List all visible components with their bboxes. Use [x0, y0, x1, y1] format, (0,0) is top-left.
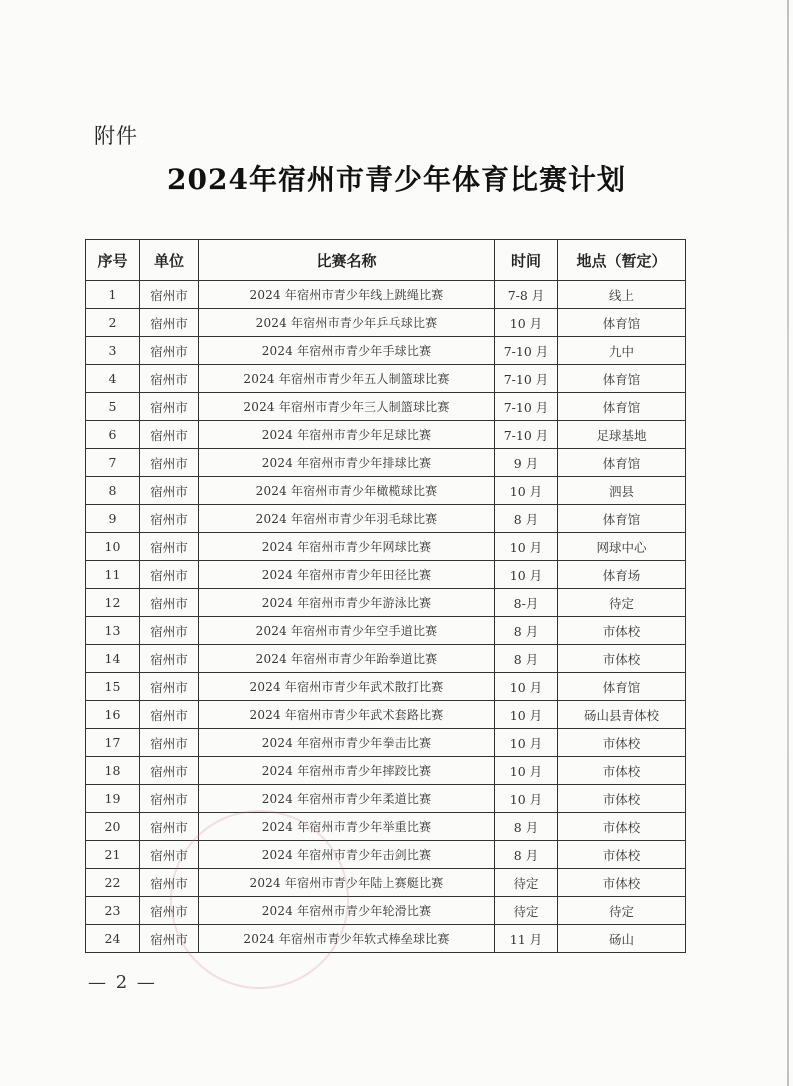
- cell-time: 10 月: [495, 729, 558, 757]
- cell-time: 8 月: [495, 505, 558, 533]
- cell-unit: 宿州市: [140, 589, 199, 617]
- cell-number: 11: [86, 561, 140, 589]
- cell-name: 2024 年宿州市青少年击剑比赛: [199, 841, 495, 869]
- table-row: [86, 897, 686, 925]
- cell-time: 8 月: [495, 841, 558, 869]
- cell-place: 体育馆: [558, 309, 686, 337]
- cell-time: 8-月: [495, 589, 558, 617]
- cell-name: 2024 年宿州市青少年摔跤比赛: [199, 757, 495, 785]
- table-row: [86, 421, 686, 449]
- table-row: [86, 701, 686, 729]
- table-row: [86, 337, 686, 365]
- cell-name: 2024 年宿州市青少年跆拳道比赛: [199, 645, 495, 673]
- table-row: [86, 449, 686, 477]
- cell-number: 9: [86, 505, 140, 533]
- column-header-place: 地点（暂定）: [558, 240, 686, 281]
- cell-number: 4: [86, 365, 140, 393]
- cell-name: 2024 年宿州市青少年轮滑比赛: [199, 897, 495, 925]
- cell-unit: 宿州市: [140, 897, 199, 925]
- cell-place: 线上: [558, 281, 686, 309]
- cell-unit: 宿州市: [140, 813, 199, 841]
- table-row: [86, 281, 686, 309]
- cell-unit: 宿州市: [140, 701, 199, 729]
- column-header-name: 比赛名称: [199, 240, 495, 281]
- cell-name: 2024 年宿州市青少年游泳比赛: [199, 589, 495, 617]
- cell-time: 10 月: [495, 757, 558, 785]
- cell-time: 11 月: [495, 925, 558, 953]
- cell-number: 22: [86, 869, 140, 897]
- cell-name: 2024 年宿州市青少年柔道比赛: [199, 785, 495, 813]
- table-row: [86, 617, 686, 645]
- cell-name: 2024 年宿州市青少年三人制篮球比赛: [199, 393, 495, 421]
- cell-number: 12: [86, 589, 140, 617]
- cell-unit: 宿州市: [140, 617, 199, 645]
- cell-unit: 宿州市: [140, 421, 199, 449]
- cell-time: 10 月: [495, 673, 558, 701]
- cell-time: 8 月: [495, 617, 558, 645]
- cell-number: 18: [86, 757, 140, 785]
- cell-place: 九中: [558, 337, 686, 365]
- cell-unit: 宿州市: [140, 645, 199, 673]
- cell-unit: 宿州市: [140, 309, 199, 337]
- competition-plan-table: [85, 239, 686, 953]
- cell-number: 16: [86, 701, 140, 729]
- table-row: [86, 645, 686, 673]
- cell-place: 体育馆: [558, 673, 686, 701]
- cell-number: 6: [86, 421, 140, 449]
- cell-name: 2024 年宿州市青少年手球比赛: [199, 337, 495, 365]
- cell-time: 7-10 月: [495, 421, 558, 449]
- cell-number: 2: [86, 309, 140, 337]
- cell-number: 20: [86, 813, 140, 841]
- cell-place: 市体校: [558, 869, 686, 897]
- cell-name: 2024 年宿州市青少年五人制篮球比赛: [199, 365, 495, 393]
- cell-name: 2024 年宿州市青少年武术散打比赛: [199, 673, 495, 701]
- cell-unit: 宿州市: [140, 841, 199, 869]
- table-row: [86, 477, 686, 505]
- cell-name: 2024 年宿州市青少年羽毛球比赛: [199, 505, 495, 533]
- cell-name: 2024 年宿州市青少年软式棒垒球比赛: [199, 925, 495, 953]
- cell-number: 17: [86, 729, 140, 757]
- table-row: [86, 729, 686, 757]
- cell-time: 7-8 月: [495, 281, 558, 309]
- cell-place: 市体校: [558, 617, 686, 645]
- table-row: [86, 785, 686, 813]
- cell-unit: 宿州市: [140, 757, 199, 785]
- cell-name: 2024 年宿州市青少年网球比赛: [199, 533, 495, 561]
- cell-unit: 宿州市: [140, 533, 199, 561]
- table-header-row: [86, 240, 686, 281]
- cell-number: 15: [86, 673, 140, 701]
- cell-unit: 宿州市: [140, 869, 199, 897]
- cell-time: 8 月: [495, 813, 558, 841]
- column-header-time: 时间: [495, 240, 558, 281]
- cell-time: 7-10 月: [495, 393, 558, 421]
- cell-number: 3: [86, 337, 140, 365]
- cell-name: 2024 年宿州市青少年乒乓球比赛: [199, 309, 495, 337]
- cell-place: 待定: [558, 897, 686, 925]
- cell-time: 10 月: [495, 785, 558, 813]
- cell-place: 砀山县青体校: [558, 701, 686, 729]
- cell-name: 2024 年宿州市青少年排球比赛: [199, 449, 495, 477]
- cell-unit: 宿州市: [140, 337, 199, 365]
- table-row: [86, 869, 686, 897]
- cell-time: 10 月: [495, 533, 558, 561]
- cell-place: 市体校: [558, 841, 686, 869]
- cell-place: 体育场: [558, 561, 686, 589]
- table-row: [86, 925, 686, 953]
- cell-name: 2024 年宿州市青少年线上跳绳比赛: [199, 281, 495, 309]
- table-row: [86, 757, 686, 785]
- cell-name: 2024 年宿州市青少年武术套路比赛: [199, 701, 495, 729]
- column-header-number: 序号: [86, 240, 140, 281]
- cell-place: 体育馆: [558, 449, 686, 477]
- cell-name: 2024 年宿州市青少年举重比赛: [199, 813, 495, 841]
- cell-number: 8: [86, 477, 140, 505]
- cell-time: 10 月: [495, 561, 558, 589]
- cell-unit: 宿州市: [140, 561, 199, 589]
- cell-number: 23: [86, 897, 140, 925]
- cell-place: 市体校: [558, 785, 686, 813]
- cell-name: 2024 年宿州市青少年足球比赛: [199, 421, 495, 449]
- cell-place: 市体校: [558, 729, 686, 757]
- table-row: [86, 673, 686, 701]
- table-row: [86, 393, 686, 421]
- cell-place: 网球中心: [558, 533, 686, 561]
- cell-time: 8 月: [495, 645, 558, 673]
- cell-place: 市体校: [558, 645, 686, 673]
- cell-number: 19: [86, 785, 140, 813]
- cell-time: 待定: [495, 869, 558, 897]
- cell-unit: 宿州市: [140, 449, 199, 477]
- cell-time: 7-10 月: [495, 365, 558, 393]
- cell-name: 2024 年宿州市青少年空手道比赛: [199, 617, 495, 645]
- cell-number: 10: [86, 533, 140, 561]
- table-row: [86, 505, 686, 533]
- cell-time: 10 月: [495, 309, 558, 337]
- attachment-label: 附件: [94, 124, 138, 148]
- cell-unit: 宿州市: [140, 673, 199, 701]
- cell-place: 待定: [558, 589, 686, 617]
- table-row: [86, 813, 686, 841]
- cell-unit: 宿州市: [140, 393, 199, 421]
- cell-number: 24: [86, 925, 140, 953]
- cell-time: 9 月: [495, 449, 558, 477]
- table-row: [86, 561, 686, 589]
- cell-time: 10 月: [495, 477, 558, 505]
- page-number: — 2 —: [88, 972, 157, 993]
- cell-time: 7-10 月: [495, 337, 558, 365]
- table-row: [86, 365, 686, 393]
- cell-place: 市体校: [558, 757, 686, 785]
- cell-name: 2024 年宿州市青少年拳击比赛: [199, 729, 495, 757]
- cell-name: 2024 年宿州市青少年橄榄球比赛: [199, 477, 495, 505]
- table-row: [86, 533, 686, 561]
- cell-unit: 宿州市: [140, 729, 199, 757]
- cell-name: 2024 年宿州市青少年陆上赛艇比赛: [199, 869, 495, 897]
- cell-place: 砀山: [558, 925, 686, 953]
- table-row: [86, 589, 686, 617]
- cell-unit: 宿州市: [140, 505, 199, 533]
- column-header-unit: 单位: [140, 240, 199, 281]
- cell-unit: 宿州市: [140, 785, 199, 813]
- cell-unit: 宿州市: [140, 281, 199, 309]
- cell-place: 体育馆: [558, 365, 686, 393]
- cell-number: 14: [86, 645, 140, 673]
- cell-unit: 宿州市: [140, 365, 199, 393]
- cell-number: 13: [86, 617, 140, 645]
- cell-place: 体育馆: [558, 505, 686, 533]
- cell-place: 市体校: [558, 813, 686, 841]
- cell-number: 1: [86, 281, 140, 309]
- cell-number: 7: [86, 449, 140, 477]
- cell-time: 待定: [495, 897, 558, 925]
- cell-number: 21: [86, 841, 140, 869]
- cell-unit: 宿州市: [140, 477, 199, 505]
- cell-place: 足球基地: [558, 421, 686, 449]
- cell-name: 2024 年宿州市青少年田径比赛: [199, 561, 495, 589]
- table-row: [86, 309, 686, 337]
- document-title: 2024年宿州市青少年体育比赛计划: [167, 163, 626, 196]
- cell-place: 泗县: [558, 477, 686, 505]
- table-row: [86, 841, 686, 869]
- cell-time: 10 月: [495, 701, 558, 729]
- cell-place: 体育馆: [558, 393, 686, 421]
- cell-unit: 宿州市: [140, 925, 199, 953]
- cell-number: 5: [86, 393, 140, 421]
